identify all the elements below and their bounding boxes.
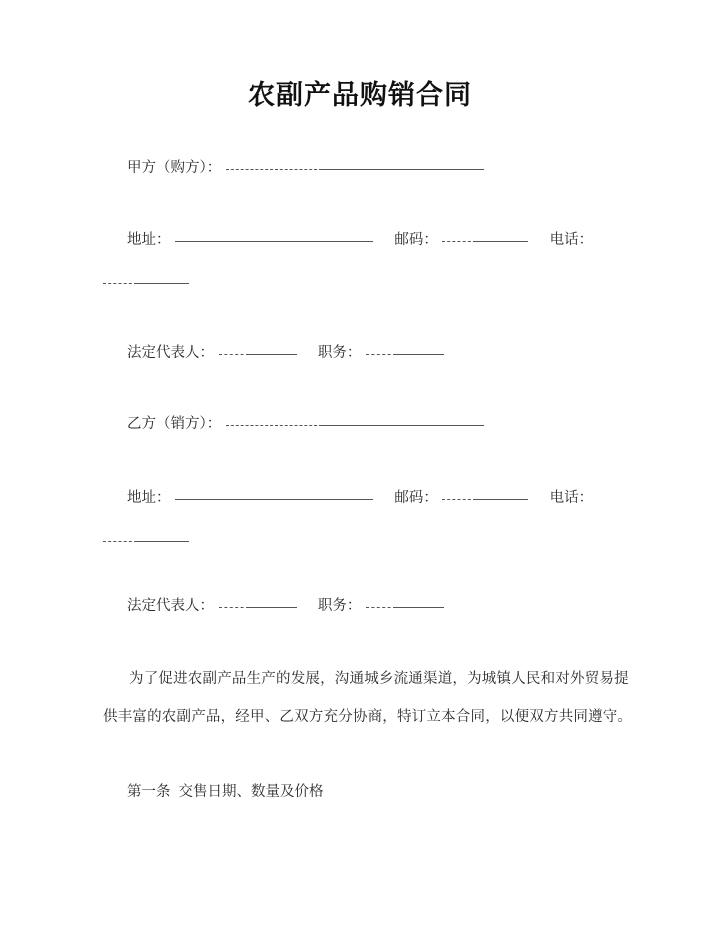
party-a-duty-blank[interactable] [366,343,444,355]
party-a-rep-blank-dashed [219,345,249,357]
party-b-phone-blank-dashed [103,532,137,544]
party-a-phone-blank-dashed [103,274,137,286]
party-a-contact-row [103,230,647,250]
party-a-name-blank[interactable] [226,158,484,170]
party-b-phone-blank-solid [137,532,189,544]
party-a-address-blank[interactable] [175,232,373,244]
party-b-contact-row [103,488,647,508]
party-b-rep-blank-solid [249,598,297,610]
party-b-zip-blank[interactable] [442,488,528,500]
party-a-phone-blank-solid [137,274,189,286]
party-b-address-blank[interactable] [175,490,373,502]
party-a-duty-blank-dashed [366,345,396,357]
clause-1-number: 第一条 [127,784,171,800]
clause-1-title: 交售日期、数量及价格 [178,784,324,800]
party-a-address-label: 地址： [127,232,171,248]
party-b-zip-label: 邮码： [394,490,438,506]
party-b-phone-label: 电话： [549,490,594,506]
party-b-rep-blank[interactable] [219,596,297,608]
party-b-label: 乙方（销方）： [127,416,222,432]
party-a-name-row [103,158,647,178]
party-b-zip-blank-solid [476,490,528,502]
preamble-paragraph [103,660,633,736]
party-a-zip-label: 邮码： [394,232,438,248]
party-b-duty-blank[interactable] [366,596,444,608]
page-title: 农副产品购销合同 [248,80,472,111]
party-b-duty-label: 职务： [317,598,362,614]
party-a-zip-blank[interactable] [442,230,528,242]
party-a-phone-label: 电话： [549,232,594,248]
clause-1 [103,782,324,802]
party-b-duty-blank-solid [396,598,444,610]
party-b-name-blank[interactable] [226,414,484,426]
party-a-name-blank-dashed [226,160,322,172]
party-b-zip-blank-dashed [442,490,476,502]
party-a-duty-blank-solid [396,345,444,357]
party-b-duty-blank-dashed [366,598,396,610]
party-b-rep-label: 法定代表人： [127,598,214,614]
preamble-line-1: 为了促进农副产品生产的发展，沟通城乡流通渠道，为城镇人民和对外贸易提 [129,671,629,687]
party-a-rep-blank[interactable] [219,343,297,355]
preamble-line-2: 供丰富的农副产品，经甲、乙双方充分协商，特订立本合同，以便双方共同遵守。 [103,709,633,725]
party-a-label: 甲方（购方）： [127,160,222,176]
party-a-zip-blank-dashed [442,232,476,244]
party-a-rep-row [103,343,647,363]
party-a-zip-blank-solid [476,232,528,244]
party-b-phone-blank-wrap-row [103,530,623,550]
party-b-rep-blank-dashed [219,598,249,610]
party-b-name-blank-solid [322,416,484,428]
party-a-rep-blank-solid [249,345,297,357]
party-b-name-blank-dashed [226,416,322,428]
party-a-phone-blank[interactable] [103,272,189,284]
party-a-name-blank-solid [322,160,484,172]
party-b-rep-row [103,596,647,616]
party-a-phone-blank-wrap-row [103,272,623,292]
party-b-name-row [103,414,647,434]
party-a-duty-label: 职务： [317,345,362,361]
party-b-address-label: 地址： [127,490,171,506]
party-b-phone-blank[interactable] [103,530,189,542]
party-a-rep-label: 法定代表人： [127,345,214,361]
